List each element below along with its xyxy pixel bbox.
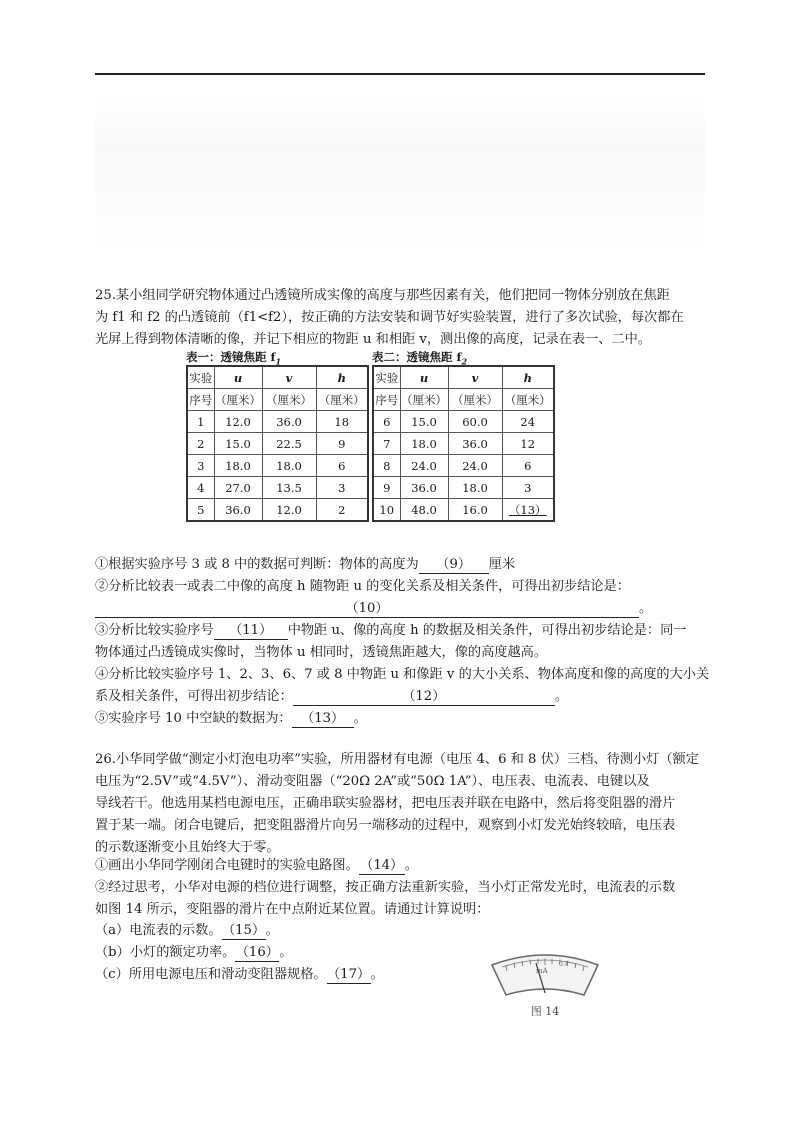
q25-item5-end: 。 <box>353 711 367 726</box>
answer-blank-13-cell: （13） <box>502 499 554 522</box>
table1-grid <box>186 365 369 522</box>
ammeter-tick-label: 0.4 <box>559 961 569 968</box>
q25-item1-unit: 厘米 <box>488 557 516 572</box>
table-cell: 24 <box>502 411 554 433</box>
table-cell: 22.5 <box>262 433 316 455</box>
table-header-cell: （厘米） <box>214 389 262 411</box>
table-cell: 13.5 <box>262 477 316 499</box>
q26-line5: 的示数逐渐变小且始终大于零。 <box>95 840 280 855</box>
q26-sub-c-end: 。 <box>370 967 384 982</box>
table-header-cell: v <box>262 366 316 389</box>
q26-sub-b-end: 。 <box>279 945 293 960</box>
table2-caption: 表二：透镜焦距 $f_2$ <box>372 350 468 367</box>
table2-grid <box>372 365 555 522</box>
q25-intro-line1: 25.某小组同学研究物体通过凸透镜所成实像的高度与那些因素有关，他们把同一物体分别放在焦距 <box>95 288 670 303</box>
q26-sub-b-text: （b）小灯的额定功率。 <box>95 945 236 960</box>
table-cell: 18 <box>316 411 368 433</box>
table1-caption: 表一：透镜焦距 $f_1$ <box>186 350 282 367</box>
q25-item5-text: ⑤实验序号 10 中空缺的数据为： <box>95 711 292 726</box>
table-row <box>373 455 554 477</box>
table-cell: 2 <box>187 433 214 455</box>
answer-blank-17: （17） <box>327 967 371 982</box>
table-cell: 5 <box>187 499 214 522</box>
table-row <box>187 433 368 455</box>
q25-item5 <box>95 708 710 730</box>
table-cell: 6 <box>316 455 368 477</box>
table-cell: 16.0 <box>448 499 502 522</box>
table-row <box>373 499 554 522</box>
table-header-cell: h <box>502 366 554 389</box>
table-cell: 9 <box>373 477 400 499</box>
q26-sub-a <box>95 920 710 942</box>
table1 <box>186 349 369 522</box>
q25-item3-text: ③分析比较实验序号 <box>95 623 214 638</box>
answer-blank-11: （11） <box>214 623 288 640</box>
table-cell: 6 <box>373 411 400 433</box>
table-row <box>187 455 368 477</box>
q26-intro <box>95 749 710 859</box>
q26-line1: 26.小华同学做“测定小灯泡电功率”实验，所用器材有电源（电压 4、6 和 8 伏）三档、待测小灯（额定 <box>95 752 699 767</box>
q25-item4-line1: ④分析比较实验序号 1、2、3、6、7 或 8 中物距 u 和像距 v 的大小关系、物体高度和像的高度的大小关 <box>95 667 710 682</box>
answer-blank-16: （16） <box>235 945 279 960</box>
q26-item2-line1: ②经过思考，小华对电源的档位进行调整，按正确方法重新实验，当小灯正常发光时，电流表的示数 <box>95 880 676 895</box>
table-header-cell: （厘米） <box>316 389 368 411</box>
q26-sub-a-end: 。 <box>265 923 279 938</box>
answer-blank-15: （15） <box>221 923 266 938</box>
q25-item2-end: 。 <box>639 601 653 616</box>
q26-sub-b <box>95 942 710 964</box>
ammeter-unit-label: mA <box>536 967 548 975</box>
table-header-cell: （厘米） <box>448 389 502 411</box>
table-cell: 12 <box>502 433 554 455</box>
table-cell: 15.0 <box>400 411 448 433</box>
table-cell: 7 <box>373 433 400 455</box>
answer-blank-12: （12） <box>293 689 555 706</box>
table-cell: 36.0 <box>400 477 448 499</box>
table-cell: 12.0 <box>214 411 262 433</box>
q25-item2-text: ②分析比较表一或表二中像的高度 h 随物距 u 的变化关系及相关条件，可得出初步结论是： <box>95 579 630 594</box>
table-header-cell: 实验 <box>187 366 214 389</box>
figure-14 <box>480 935 610 1020</box>
table-cell: 8 <box>373 455 400 477</box>
q26-item2-line2: 如图 14 所示，变阻器的滑片在中点附近某位置。请通过计算说明： <box>95 902 490 917</box>
table-row <box>373 411 554 433</box>
table-cell: 15.0 <box>214 433 262 455</box>
answer-blank-9: （9） <box>419 557 489 574</box>
q26-item1-text: ①画出小华同学刚闭合电键时的实验电路图。 <box>95 858 359 873</box>
table-row <box>187 499 368 522</box>
table-header-cell: （厘米） <box>262 389 316 411</box>
table-row <box>373 477 554 499</box>
table-cell: 1 <box>187 411 214 433</box>
table1-header-row1 <box>187 366 368 389</box>
table-cell: 24.0 <box>448 455 502 477</box>
header-rule <box>95 73 705 75</box>
table-cell: 18.0 <box>400 433 448 455</box>
scan-shading <box>95 90 705 250</box>
table-cell: 3 <box>316 477 368 499</box>
table-cell: 10 <box>373 499 400 522</box>
q26-item2 <box>95 877 710 921</box>
table-row <box>187 477 368 499</box>
table-cell: 4 <box>187 477 214 499</box>
table-cell: 3 <box>502 477 554 499</box>
table-header-cell: u <box>214 366 262 389</box>
table-header-cell: h <box>316 366 368 389</box>
q25-item4-text: 系及相关条件，可得出初步结论： <box>95 689 293 704</box>
q25-item3-line2: 物体通过凸透镜成实像时，当物体 u 相同时，透镜焦距越大，像的高度越高。 <box>95 645 548 660</box>
q26-line2: 电压为“2.5V”或“4.5V”）、滑动变阻器（“20Ω 2A”或“50Ω 1A”）、电压表、电流表、电键以及 <box>95 774 650 789</box>
table-header-cell: v <box>448 366 502 389</box>
q26-item1-end: 。 <box>404 858 418 873</box>
table-cell: 2 <box>316 499 368 522</box>
table-cell: 36.0 <box>214 499 262 522</box>
q25-intro-line2: 为 f1 和 f2 的凸透镜前（f1<f2），按正确的方法安装和调节好实验装置，进行了多次试验，每次都在 <box>95 310 684 325</box>
answer-blank-14: （14） <box>360 858 404 873</box>
table-cell: 36.0 <box>448 433 502 455</box>
table-cell: 18.0 <box>214 455 262 477</box>
q26-sub-c <box>95 964 710 986</box>
table-header-cell: 序号 <box>187 389 214 411</box>
table-header-cell: 实验 <box>373 366 400 389</box>
table1-header-row2 <box>187 389 368 411</box>
table-cell: 24.0 <box>400 455 448 477</box>
table-cell: 27.0 <box>214 477 262 499</box>
q26-line3: 导线若干。他选用某档电源电压，正确串联实验器材，把电压表并联在电路中，然后将变阻器的滑片 <box>95 796 676 811</box>
q25-item4 <box>95 664 710 708</box>
table-header-cell: （厘米） <box>502 389 554 411</box>
q26-sub-c-text: （c）所用电源电压和滑动变阻器规格。 <box>95 967 327 982</box>
figure-14-caption: 图 14 <box>530 1005 560 1018</box>
table-cell: 60.0 <box>448 411 502 433</box>
q25-item4-end: 。 <box>554 689 568 704</box>
table2-header-row1 <box>373 366 554 389</box>
answer-blank-13: （13） <box>292 711 354 728</box>
answer-blank-10: （10） <box>95 601 639 618</box>
table-cell: 36.0 <box>262 411 316 433</box>
table-row <box>373 433 554 455</box>
q26-line4: 置于某一端。闭合电键后，把变阻器滑片向另一端移动的过程中，观察到小灯发光始终较暗，电压表 <box>95 818 676 833</box>
table-cell: 3 <box>187 455 214 477</box>
q25-item3-text2: 中物距 u、像的高度 h 的数据及相关条件，可得出初步结论是：同一 <box>287 623 687 638</box>
table-cell: 9 <box>316 433 368 455</box>
table-cell: 18.0 <box>448 477 502 499</box>
table-header-cell: 序号 <box>373 389 400 411</box>
table2-header-row2 <box>373 389 554 411</box>
q25-item1-text: ①根据实验序号 3 或 8 中的数据可判断：物体的高度为 <box>95 557 419 572</box>
q26-sub-a-text: （a）电流表的示数。 <box>95 923 222 938</box>
table-header-cell: u <box>400 366 448 389</box>
q25-intro <box>95 285 710 351</box>
table-cell: 12.0 <box>262 499 316 522</box>
q25-item1 <box>95 554 710 576</box>
table-cell: 48.0 <box>400 499 448 522</box>
table-row <box>187 411 368 433</box>
q25-item2 <box>95 576 710 620</box>
q26-item1 <box>95 855 710 877</box>
q25-item3 <box>95 620 710 664</box>
q25-intro-line3: 光屏上得到物体清晰的像，并记下相应的物距 u 和相距 v，测出像的高度，记录在表一、二中。 <box>95 332 652 347</box>
table2 <box>372 349 555 522</box>
table-cell: 6 <box>502 455 554 477</box>
table-cell: 18.0 <box>262 455 316 477</box>
table-header-cell: （厘米） <box>400 389 448 411</box>
